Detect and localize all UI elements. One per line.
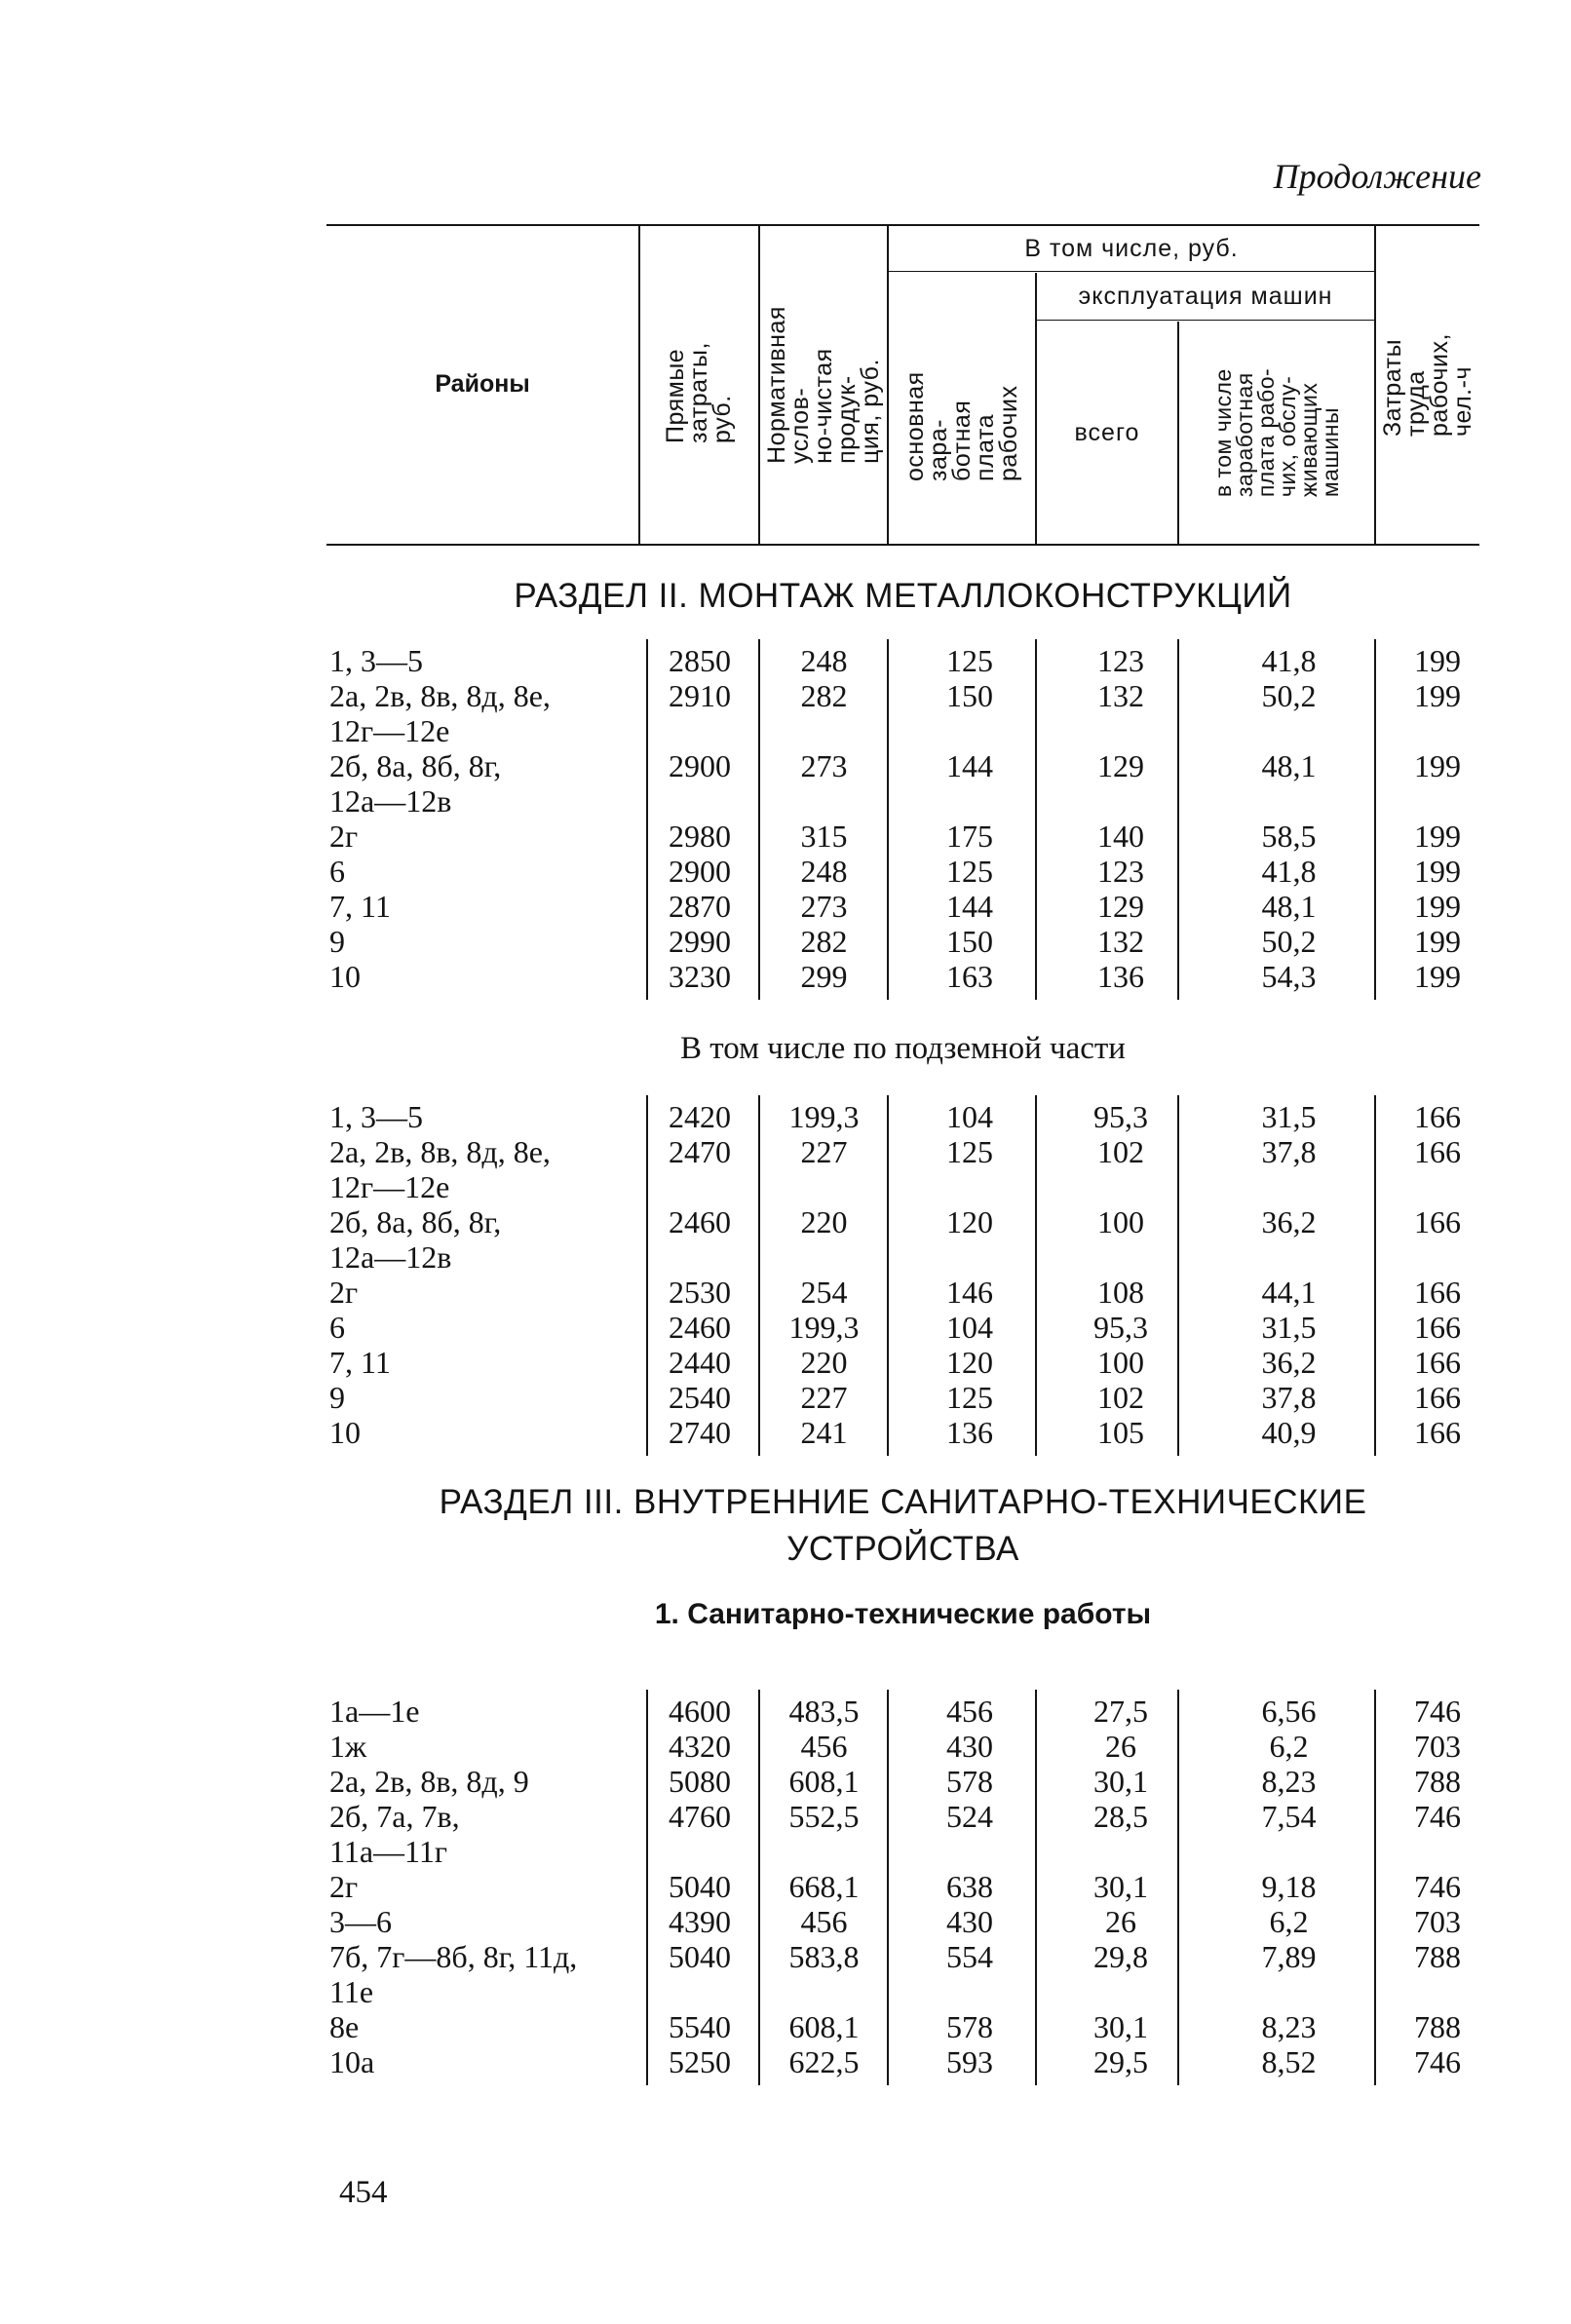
value-cell: 132 xyxy=(1097,678,1144,713)
value-cell: 456 xyxy=(800,1729,848,1764)
section-2-underground-title: В том числе по подземной части xyxy=(680,1031,1126,1066)
section-3-title-line1: РАЗДЕЛ III. ВНУТРЕННИЕ САНИТАРНО-ТЕХНИЧЕСКИЕ xyxy=(439,1483,1367,1521)
value-cell: 150 xyxy=(946,678,993,713)
region-cell: 2а, 2в, 8в, 8д, 8е, 12г—12е xyxy=(329,1134,551,1204)
value-cell: 199 xyxy=(1414,678,1461,713)
value-cell: 227 xyxy=(800,1134,848,1169)
value-cell: 703 xyxy=(1414,1904,1461,1939)
including-header: В том числе, руб. xyxy=(1024,234,1239,262)
region-cell: 2б, 8а, 8б, 8г, 12а—12в xyxy=(329,1204,502,1275)
region-cell: 2б, 8а, 8б, 8г, 12а—12в xyxy=(329,748,502,819)
value-cell: 31,5 xyxy=(1261,1310,1317,1345)
value-cell: 6,2 xyxy=(1269,1729,1309,1764)
value-cell: 578 xyxy=(946,2009,993,2044)
value-cell: 102 xyxy=(1097,1380,1144,1415)
value-cell: 199 xyxy=(1414,959,1461,994)
value-cell: 7,54 xyxy=(1261,1799,1317,1834)
value-cell: 2460 xyxy=(669,1310,731,1345)
region-cell: 1, 3—5 xyxy=(329,643,423,678)
value-cell: 125 xyxy=(946,643,993,678)
value-cell: 456 xyxy=(800,1904,848,1939)
value-cell: 30,1 xyxy=(1093,1869,1148,1904)
continued-label: Продолжение xyxy=(1273,157,1481,196)
value-cell: 95,3 xyxy=(1093,1099,1148,1134)
value-cell: 95,3 xyxy=(1093,1310,1148,1345)
value-cell: 638 xyxy=(946,1869,993,1904)
region-cell: 2г xyxy=(329,819,359,854)
value-cell: 166 xyxy=(1414,1345,1461,1380)
value-cell: 41,8 xyxy=(1261,643,1317,678)
region-cell: 10 xyxy=(329,959,361,994)
value-cell: 282 xyxy=(800,924,848,959)
value-cell: 2740 xyxy=(669,1415,731,1450)
region-cell: 2б, 7а, 7в, 11а—11г xyxy=(329,1799,460,1869)
header-bottom-rule xyxy=(326,544,1479,546)
value-cell: 9,18 xyxy=(1261,1869,1317,1904)
value-cell: 58,5 xyxy=(1261,819,1317,854)
value-cell: 31,5 xyxy=(1261,1099,1317,1134)
value-cell: 2910 xyxy=(669,678,731,713)
value-cell: 5080 xyxy=(669,1764,731,1799)
value-cell: 140 xyxy=(1097,819,1144,854)
value-cell: 583,8 xyxy=(788,1939,860,1974)
value-cell: 788 xyxy=(1414,2009,1461,2044)
machine-total-header: всего xyxy=(1074,418,1140,446)
value-cell: 2980 xyxy=(669,819,731,854)
column-divider xyxy=(1374,639,1376,1000)
value-cell: 125 xyxy=(946,854,993,889)
machine-ops-header: эксплуатация машин xyxy=(1078,282,1333,310)
value-cell: 26 xyxy=(1105,1904,1136,1939)
value-cell: 27,5 xyxy=(1093,1694,1148,1729)
value-cell: 593 xyxy=(946,2044,993,2079)
region-cell: 2г xyxy=(329,1275,359,1310)
value-cell: 483,5 xyxy=(788,1694,860,1729)
value-cell: 746 xyxy=(1414,1869,1461,1904)
value-cell: 703 xyxy=(1414,1729,1461,1764)
value-cell: 30,1 xyxy=(1093,2009,1148,2044)
column-divider xyxy=(758,1095,760,1456)
value-cell: 5040 xyxy=(669,1869,731,1904)
value-cell: 248 xyxy=(800,643,848,678)
column-divider xyxy=(1374,1690,1376,2085)
value-cell: 241 xyxy=(800,1415,848,1450)
value-cell: 136 xyxy=(1097,959,1144,994)
section-3-title-line2: УСТРОЙСТВА xyxy=(786,1530,1019,1568)
value-cell: 2900 xyxy=(669,854,731,889)
value-cell: 123 xyxy=(1097,854,1144,889)
column-divider xyxy=(758,1690,760,2085)
value-cell: 100 xyxy=(1097,1204,1144,1239)
region-cell: 2а, 2в, 8в, 8д, 8е, 12г—12е xyxy=(329,678,551,748)
region-cell: 9 xyxy=(329,1380,345,1415)
value-cell: 254 xyxy=(800,1275,848,1310)
value-cell: 199 xyxy=(1414,643,1461,678)
value-cell: 282 xyxy=(800,678,848,713)
machine-wage-header: в том числе заработная плата рабо- чих, обслу- живающих машины xyxy=(1209,367,1343,498)
normative-header: Нормативная услов- но-чистая продук- ция, руб. xyxy=(763,306,885,464)
value-cell: 788 xyxy=(1414,1939,1461,1974)
region-cell: 7б, 7г—8б, 8г, 11д, 11е xyxy=(329,1939,578,2009)
region-cell: 3—6 xyxy=(329,1904,392,1939)
value-cell: 2540 xyxy=(669,1380,731,1415)
value-cell: 2850 xyxy=(669,643,731,678)
value-cell: 199 xyxy=(1414,854,1461,889)
value-cell: 456 xyxy=(946,1694,993,1729)
column-divider xyxy=(758,639,760,1000)
value-cell: 166 xyxy=(1414,1275,1461,1310)
column-divider xyxy=(1374,1095,1376,1456)
column-divider xyxy=(887,639,889,1000)
value-cell: 29,8 xyxy=(1093,1939,1148,1974)
value-cell: 104 xyxy=(946,1310,993,1345)
value-cell: 273 xyxy=(800,889,848,924)
base-wage-header: основная зара- ботная плата рабочих xyxy=(901,371,1022,481)
column-divider xyxy=(887,1095,889,1456)
value-cell: 227 xyxy=(800,1380,848,1415)
value-cell: 4320 xyxy=(669,1729,731,1764)
value-cell: 746 xyxy=(1414,1694,1461,1729)
value-cell: 37,8 xyxy=(1261,1134,1317,1169)
value-cell: 2900 xyxy=(669,748,731,783)
region-cell: 8е xyxy=(329,2009,360,2044)
value-cell: 150 xyxy=(946,924,993,959)
direct-costs-header: Прямые затраты, руб. xyxy=(662,342,736,443)
region-cell: 6 xyxy=(329,1310,345,1345)
page-number: 454 xyxy=(339,2175,388,2210)
value-cell: 4390 xyxy=(669,1904,731,1939)
value-cell: 668,1 xyxy=(788,1869,860,1904)
value-cell: 166 xyxy=(1414,1310,1461,1345)
value-cell: 248 xyxy=(800,854,848,889)
value-cell: 48,1 xyxy=(1261,889,1317,924)
region-cell: 2а, 2в, 8в, 8д, 9 xyxy=(329,1764,529,1799)
value-cell: 54,3 xyxy=(1261,959,1317,994)
value-cell: 199 xyxy=(1414,748,1461,783)
value-cell: 41,8 xyxy=(1261,854,1317,889)
value-cell: 166 xyxy=(1414,1380,1461,1415)
value-cell: 175 xyxy=(946,819,993,854)
value-cell: 8,23 xyxy=(1261,2009,1317,2044)
value-cell: 199,3 xyxy=(788,1099,860,1134)
value-cell: 146 xyxy=(946,1275,993,1310)
value-cell: 50,2 xyxy=(1261,678,1317,713)
value-cell: 6,2 xyxy=(1269,1904,1309,1939)
value-cell: 30,1 xyxy=(1093,1764,1148,1799)
value-cell: 2990 xyxy=(669,924,731,959)
value-cell: 105 xyxy=(1097,1415,1144,1450)
value-cell: 315 xyxy=(800,819,848,854)
value-cell: 199 xyxy=(1414,889,1461,924)
value-cell: 48,1 xyxy=(1261,748,1317,783)
value-cell: 2530 xyxy=(669,1275,731,1310)
value-cell: 199 xyxy=(1414,924,1461,959)
value-cell: 123 xyxy=(1097,643,1144,678)
value-cell: 220 xyxy=(800,1345,848,1380)
region-cell: 10а xyxy=(329,2044,375,2079)
value-cell: 36,2 xyxy=(1261,1345,1317,1380)
value-cell: 166 xyxy=(1414,1415,1461,1450)
value-cell: 4760 xyxy=(669,1799,731,1834)
value-cell: 5040 xyxy=(669,1939,731,1974)
region-cell: 1, 3—5 xyxy=(329,1099,423,1134)
value-cell: 746 xyxy=(1414,2044,1461,2079)
value-cell: 50,2 xyxy=(1261,924,1317,959)
value-cell: 430 xyxy=(946,1904,993,1939)
value-cell: 622,5 xyxy=(788,2044,860,2079)
value-cell: 273 xyxy=(800,748,848,783)
value-cell: 136 xyxy=(946,1415,993,1450)
value-cell: 26 xyxy=(1105,1729,1136,1764)
value-cell: 608,1 xyxy=(788,2009,860,2044)
value-cell: 120 xyxy=(946,1345,993,1380)
value-cell: 552,5 xyxy=(788,1799,860,1834)
region-column-header: Районы xyxy=(435,370,530,398)
value-cell: 102 xyxy=(1097,1134,1144,1169)
region-cell: 1ж xyxy=(329,1729,367,1764)
value-cell: 554 xyxy=(946,1939,993,1974)
region-cell: 7, 11 xyxy=(329,889,391,924)
value-cell: 199 xyxy=(1414,819,1461,854)
value-cell: 8,52 xyxy=(1261,2044,1317,2079)
value-cell: 125 xyxy=(946,1134,993,1169)
labor-header: Затраты труда рабочих, чел.-ч xyxy=(1379,333,1476,437)
region-cell: 10 xyxy=(329,1415,361,1450)
value-cell: 100 xyxy=(1097,1345,1144,1380)
value-cell: 129 xyxy=(1097,748,1144,783)
value-cell: 578 xyxy=(946,1764,993,1799)
value-cell: 2870 xyxy=(669,889,731,924)
value-cell: 29,5 xyxy=(1093,2044,1148,2079)
region-cell: 6 xyxy=(329,854,345,889)
value-cell: 144 xyxy=(946,748,993,783)
value-cell: 166 xyxy=(1414,1204,1461,1239)
value-cell: 166 xyxy=(1414,1134,1461,1169)
value-cell: 2420 xyxy=(669,1099,731,1134)
value-cell: 5250 xyxy=(669,2044,731,2079)
value-cell: 120 xyxy=(946,1204,993,1239)
value-cell: 28,5 xyxy=(1093,1799,1148,1834)
value-cell: 129 xyxy=(1097,889,1144,924)
value-cell: 608,1 xyxy=(788,1764,860,1799)
value-cell: 524 xyxy=(946,1799,993,1834)
value-cell: 4600 xyxy=(669,1694,731,1729)
value-cell: 2470 xyxy=(669,1134,731,1169)
value-cell: 6,56 xyxy=(1261,1694,1317,1729)
value-cell: 199,3 xyxy=(788,1310,860,1345)
value-cell: 2460 xyxy=(669,1204,731,1239)
value-cell: 163 xyxy=(946,959,993,994)
value-cell: 220 xyxy=(800,1204,848,1239)
value-cell: 40,9 xyxy=(1261,1415,1317,1450)
value-cell: 299 xyxy=(800,959,848,994)
value-cell: 5540 xyxy=(669,2009,731,2044)
section-2-title: РАЗДЕЛ II. МОНТАЖ МЕТАЛЛОКОНСТРУКЦИЙ xyxy=(514,577,1292,615)
region-cell: 1а—1е xyxy=(329,1694,420,1729)
value-cell: 108 xyxy=(1097,1275,1144,1310)
region-cell: 2г xyxy=(329,1869,359,1904)
value-cell: 37,8 xyxy=(1261,1380,1317,1415)
value-cell: 430 xyxy=(946,1729,993,1764)
value-cell: 166 xyxy=(1414,1099,1461,1134)
value-cell: 44,1 xyxy=(1261,1275,1317,1310)
value-cell: 788 xyxy=(1414,1764,1461,1799)
value-cell: 104 xyxy=(946,1099,993,1134)
value-cell: 144 xyxy=(946,889,993,924)
value-cell: 3230 xyxy=(669,959,731,994)
column-divider xyxy=(887,1690,889,2085)
value-cell: 125 xyxy=(946,1380,993,1415)
region-cell: 9 xyxy=(329,924,345,959)
section-3-subtitle: 1. Санитарно-технические работы xyxy=(654,1598,1152,1630)
value-cell: 36,2 xyxy=(1261,1204,1317,1239)
region-cell: 7, 11 xyxy=(329,1345,391,1380)
value-cell: 8,23 xyxy=(1261,1764,1317,1799)
value-cell: 2440 xyxy=(669,1345,731,1380)
value-cell: 7,89 xyxy=(1261,1939,1317,1974)
value-cell: 746 xyxy=(1414,1799,1461,1834)
value-cell: 132 xyxy=(1097,924,1144,959)
